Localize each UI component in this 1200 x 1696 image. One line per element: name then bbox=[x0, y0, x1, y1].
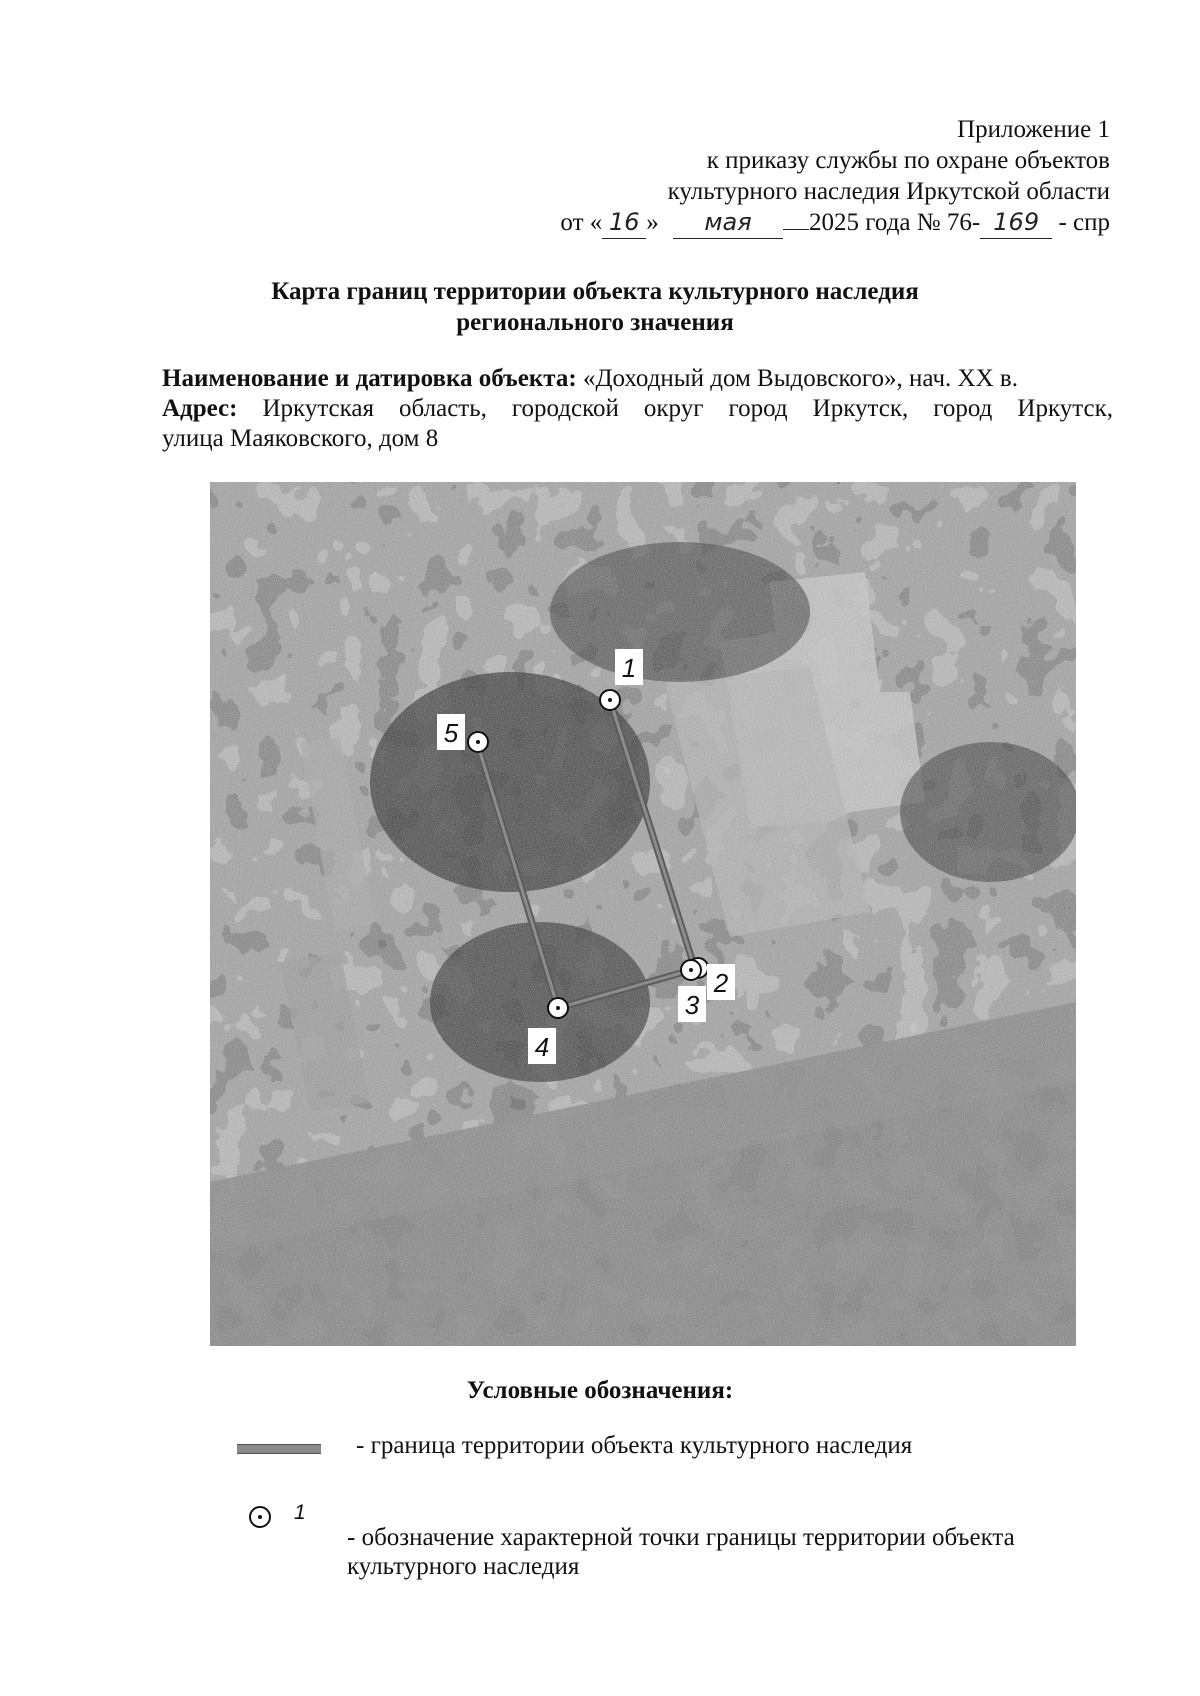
legend-point-icon bbox=[248, 1505, 272, 1529]
address-value-2: улица Маяковского, дом 8 bbox=[162, 425, 439, 452]
point-label-2: 2 bbox=[713, 968, 729, 998]
order-number-handwritten: 169 bbox=[980, 207, 1052, 239]
appendix-title: Приложение 1 bbox=[957, 116, 1110, 143]
legend-title: Условные обозначения: bbox=[466, 1377, 734, 1404]
date-mid: » bbox=[646, 209, 659, 236]
appendix-order-line: к приказу службы по охране объектов bbox=[706, 147, 1110, 174]
address-label: Адрес: bbox=[162, 395, 238, 422]
appendix-agency-line: культурного наследия Иркутской области bbox=[667, 178, 1110, 205]
object-name-line bbox=[162, 364, 1112, 394]
title-line-1: Карта границ территории объекта культурного наследия bbox=[271, 278, 919, 305]
date-day-handwritten: 16 bbox=[602, 207, 646, 239]
legend-point-text-2: культурного наследия bbox=[347, 1553, 580, 1580]
point-label-3: 3 bbox=[684, 990, 700, 1020]
appendix-date-line bbox=[560, 207, 1110, 239]
date-year: 2025 года № 76- bbox=[809, 209, 981, 236]
date-month-handwritten: мая bbox=[673, 207, 783, 239]
title-line-2: регионального значения bbox=[456, 309, 734, 336]
point-label-5: 5 bbox=[443, 718, 459, 748]
boundary-point-3 bbox=[678, 960, 706, 1022]
address-value-1: Иркутская область, городской округ город Иркутск, город Иркутск, bbox=[262, 395, 1113, 422]
point-label-1: 1 bbox=[621, 653, 637, 683]
legend-point-number: 1 bbox=[294, 1501, 306, 1524]
date-prefix: от « bbox=[560, 209, 603, 236]
point-label-4: 4 bbox=[534, 1032, 550, 1062]
object-name-label: Наименование и датировка объекта: bbox=[162, 365, 577, 392]
order-suffix: - спр bbox=[1058, 209, 1110, 236]
legend-boundary-sample bbox=[237, 1444, 321, 1454]
legend-point-text-1: - обозначение характерной точки границы территории объекта bbox=[347, 1524, 1015, 1551]
document-title bbox=[170, 276, 1020, 338]
object-name-value: «Доходный дом Выдовского», нач. XX в. bbox=[582, 365, 1018, 392]
legend-boundary-text: - граница территории объекта культурного наследия bbox=[356, 1432, 913, 1459]
object-address-line bbox=[162, 394, 1113, 424]
aerial-map bbox=[210, 482, 1076, 1346]
